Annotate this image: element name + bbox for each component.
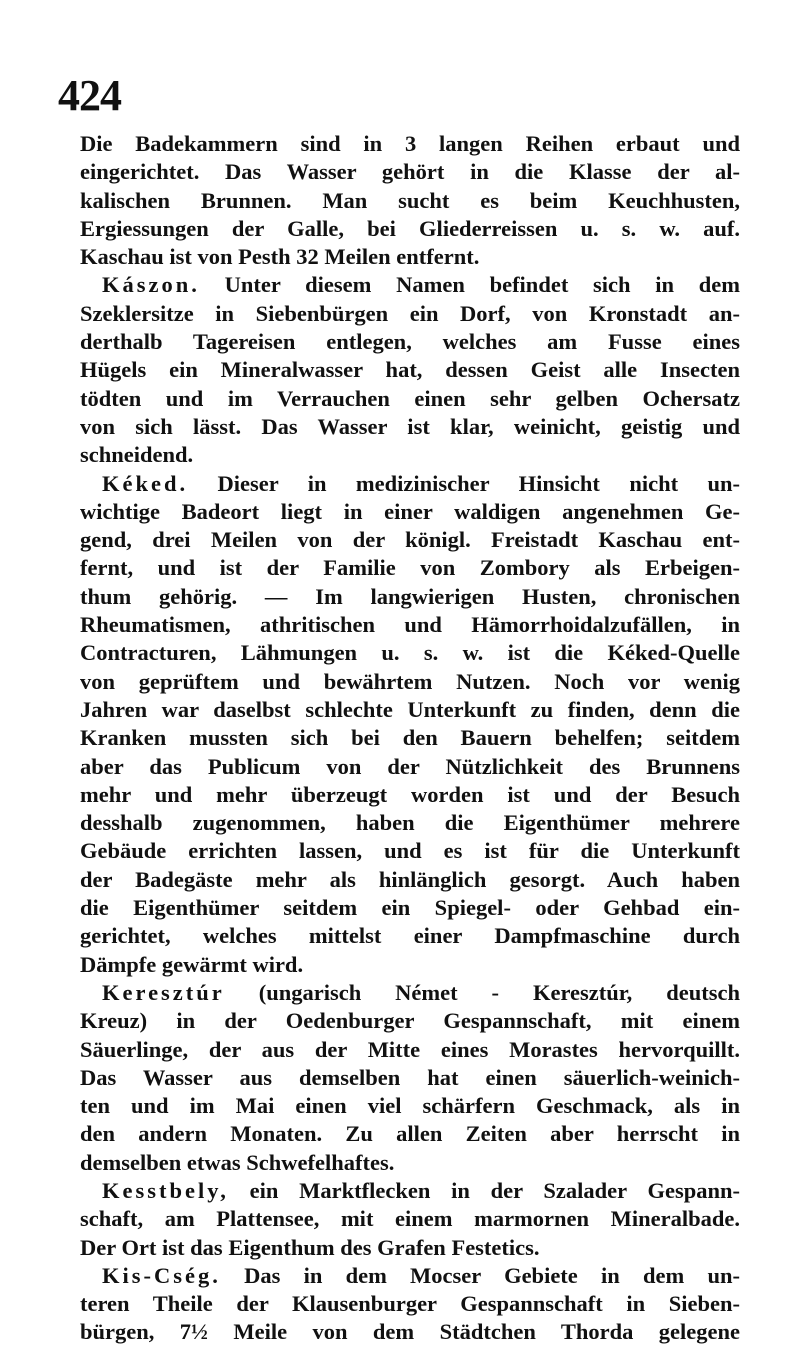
text-line [80, 668, 740, 696]
text-line [80, 922, 740, 950]
text-line [80, 243, 740, 271]
line-text: (ungarisch Német - Keresztúr, deutsch [224, 979, 740, 1005]
text-line [80, 1036, 740, 1064]
text-line [80, 1205, 740, 1233]
line-text: Ergiessungen der Galle, bei Gliederreissen u. s. w. auf. [80, 215, 740, 241]
entry-heading: Kesstbely, [102, 1177, 229, 1203]
text-line [80, 639, 740, 667]
line-text: teren Theile der Klausenburger Gespannschaft in Sieben- [80, 1291, 740, 1317]
line-text: Das Wasser aus demselben hat einen säuerlich-weinich- [80, 1064, 740, 1090]
text-line [80, 1120, 740, 1148]
text-line [80, 356, 740, 384]
text-line [80, 894, 740, 922]
text-line [80, 583, 740, 611]
text-line [80, 385, 740, 413]
text-line [80, 130, 740, 158]
text-line [80, 724, 740, 752]
line-text: thum gehörig. — Im langwierigen Husten, chronischen [80, 583, 740, 609]
line-text: Das in dem Mocser Gebiete in dem un- [220, 1262, 740, 1288]
line-text: schneidend. [80, 442, 194, 468]
line-text: von geprüftem und bewährtem Nutzen. Noch vor wenig [80, 668, 740, 694]
line-text: desshalb zugenommen, haben die Eigenthümer mehrere [80, 810, 740, 836]
entry-first-line [80, 979, 740, 1007]
line-text: den andern Monaten. Zu allen Zeiten aber herrscht in [80, 1121, 740, 1147]
text-line [80, 328, 740, 356]
text-line [80, 441, 740, 469]
text-line [80, 1064, 740, 1092]
line-text: ein Marktflecken in der Szalader Gespann- [228, 1177, 740, 1203]
entry-heading: Kis-Cség. [102, 1262, 221, 1288]
line-text: die Eigenthümer seitdem ein Spiegel- oder Gehbad ein- [80, 895, 740, 921]
line-text: von sich lässt. Das Wasser ist klar, weinicht, geistig und [80, 413, 740, 439]
line-text: eingerichtet. Das Wasser gehört in die Klasse der al- [80, 159, 740, 185]
line-text: derthalb Tagereisen entlegen, welches am Fusse eines [80, 329, 740, 355]
text-line [80, 158, 740, 186]
line-text: Szeklersitze in Siebenbürgen ein Dorf, von Kronstadt an- [80, 300, 740, 326]
text-line [80, 215, 740, 243]
line-text: ten und im Mai einen viel schärfern Geschmack, als in [80, 1093, 740, 1119]
text-line [80, 554, 740, 582]
line-text: Rheumatismen, athritischen und Hämorrhoidalzufällen, in [80, 612, 740, 638]
line-text: Kranken mussten sich bei den Bauern behelfen; seitdem [80, 725, 740, 751]
line-text: mehr und mehr überzeugt worden ist und der Besuch [80, 781, 740, 807]
text-line [80, 1234, 740, 1262]
page-number: 424 [58, 71, 121, 120]
text-line [80, 498, 740, 526]
line-text: Der Ort ist das Eigenthum des Grafen Festetics. [80, 1234, 540, 1260]
line-text: Dieser in medizinischer Hinsicht nicht un- [188, 470, 740, 496]
line-text: Gebäude errichten lassen, und es ist für die Unterkunft [80, 838, 740, 864]
text-line [80, 696, 740, 724]
text-line [80, 781, 740, 809]
line-text: Kaschau ist von Pesth 32 Meilen entfernt. [80, 244, 480, 270]
entry-heading: Kéked. [102, 470, 189, 496]
text-line [80, 1290, 740, 1318]
text-line [80, 611, 740, 639]
entry-first-line [80, 470, 740, 498]
line-text: Die Badekammern sind in 3 langen Reihen erbaut und [80, 131, 740, 156]
line-text: wichtige Badeort liegt in einer waldigen angenehmen Ge- [80, 498, 740, 524]
body-text [80, 130, 740, 1347]
line-text: der Badegäste mehr als hinlänglich gesorgt. Auch haben [80, 866, 740, 892]
line-text: Säuerlinge, der aus der Mitte eines Morastes hervorquillt. [80, 1036, 740, 1062]
line-text: Contracturen, Lähmungen u. s. w. ist die Kéked-Quelle [80, 640, 740, 666]
line-text: aber das Publicum von der Nützlichkeit des Brunnens [80, 753, 740, 779]
entry-first-line [80, 1262, 740, 1290]
line-text: Unter diesem Namen befindet sich in dem [199, 272, 740, 298]
text-line [80, 1092, 740, 1120]
line-text: gend, drei Meilen von der königl. Freistadt Kaschau ent- [80, 527, 740, 553]
text-line [80, 300, 740, 328]
line-text: Kreuz) in der Oedenburger Gespannschaft, mit einem [80, 1008, 740, 1034]
text-line [80, 413, 740, 441]
line-text: schaft, am Plattensee, mit einem marmornen Mineralbade. [80, 1206, 740, 1232]
text-line [80, 951, 740, 979]
line-text: tödten und im Verrauchen einen sehr gelben Ochersatz [80, 385, 740, 411]
text-line [80, 526, 740, 554]
entry-heading: Kászon. [102, 272, 200, 298]
text-line [80, 1149, 740, 1177]
text-line [80, 1318, 740, 1346]
line-text: Dämpfe gewärmt wird. [80, 951, 304, 977]
entry-first-line [80, 1177, 740, 1205]
line-text: gerichtet, welches mittelst einer Dampfmaschine durch [80, 923, 740, 949]
line-text: Hügels ein Mineralwasser hat, dessen Geist alle Insecten [80, 357, 740, 383]
line-text: fernt, und ist der Familie von Zombory als Erbeigen- [80, 555, 740, 581]
text-line [80, 187, 740, 215]
text-line [80, 1007, 740, 1035]
line-text: demselben etwas Schwefelhaftes. [80, 1149, 395, 1175]
line-text: bürgen, 7½ Meile von dem Städtchen Thorda gelegene [80, 1319, 740, 1345]
entry-first-line [80, 271, 740, 299]
entry-heading: Keresztúr [102, 979, 225, 1005]
text-line [80, 837, 740, 865]
text-line [80, 809, 740, 837]
text-line [80, 753, 740, 781]
line-text: Jahren war daselbst schlechte Unterkunft zu finden, denn die [80, 696, 740, 722]
line-text: kalischen Brunnen. Man sucht es beim Keuchhusten, [80, 187, 740, 213]
text-line [80, 866, 740, 894]
